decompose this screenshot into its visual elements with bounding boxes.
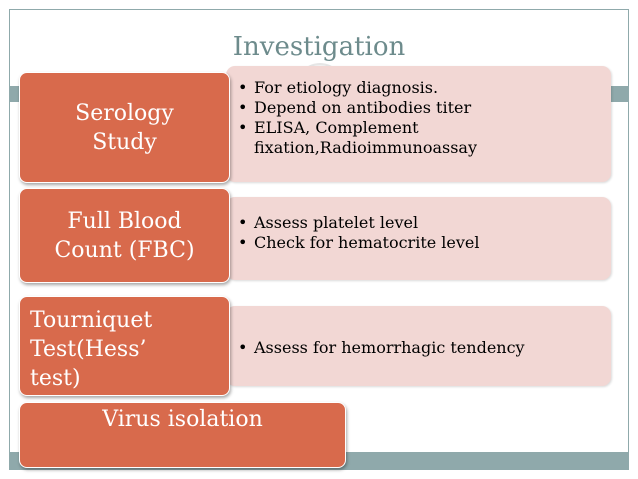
label-line: Serology — [75, 100, 174, 126]
bullet-item: • Depend on antibodies titer — [254, 98, 611, 118]
serology-label — [19, 72, 230, 183]
label-line: Study — [92, 129, 157, 155]
tourniquet-details — [226, 306, 611, 386]
serology-bullet-list — [226, 66, 611, 158]
label-line: Test(Hess’ — [30, 337, 147, 362]
label-line: Count (FBC) — [54, 237, 195, 263]
label-line: test) — [30, 366, 81, 391]
bullet-item: • Assess platelet level — [254, 213, 611, 233]
bullet-item: • Check for hematocrite level — [254, 233, 611, 253]
fbc-details — [226, 197, 611, 280]
tourniquet-label — [19, 296, 230, 396]
slide-title: Investigation — [232, 32, 406, 62]
virus-isolation-label — [19, 402, 346, 468]
bullet-item: • For etiology diagnosis. — [254, 78, 611, 98]
fbc-bullet-list — [226, 197, 611, 253]
label-line: Virus isolation — [102, 407, 263, 432]
bullet-item: • ELISA, Complement fixation,Radioimmunoassay — [254, 118, 611, 158]
tourniquet-bullet-list — [226, 306, 611, 358]
serology-details — [226, 66, 611, 182]
label-line: Tourniquet — [30, 308, 153, 333]
bullet-item: • Assess for hemorrhagic tendency — [254, 338, 611, 358]
label-line: Full Blood — [67, 208, 182, 234]
fbc-label — [19, 188, 230, 283]
